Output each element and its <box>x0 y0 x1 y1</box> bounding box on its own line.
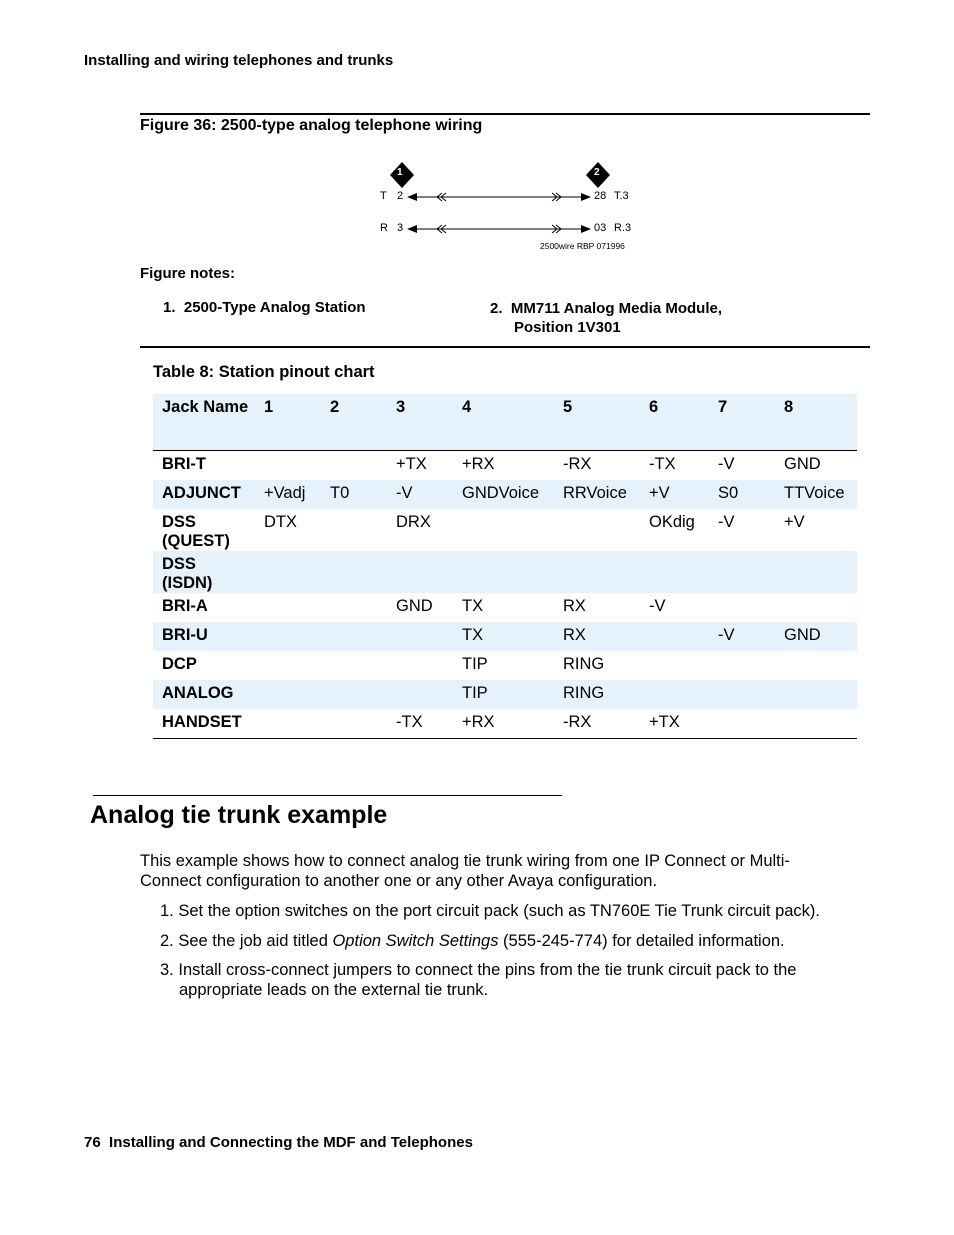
jack-name-cell: BRI-T <box>162 455 206 473</box>
pin-cell: TX <box>453 622 554 651</box>
pin-cell: S0 <box>709 480 775 509</box>
divider <box>140 113 870 115</box>
pin-cell: -V <box>649 597 666 615</box>
pin-cell: RX <box>554 622 640 651</box>
pin-cell <box>255 551 321 593</box>
column-header: 8 <box>775 394 857 451</box>
pin-cell: GND <box>784 455 821 473</box>
pin-cell: -RX <box>563 455 592 473</box>
figure-note-1: 1. 2500-Type Analog Station <box>163 299 366 316</box>
pin-cell <box>387 651 453 680</box>
pin-cell: -V <box>709 622 775 651</box>
pin-cell: T0 <box>321 480 387 509</box>
jack-name-cell: DSS (ISDN) <box>153 551 255 593</box>
pin-cell <box>554 509 640 551</box>
pin-cell <box>775 680 857 709</box>
column-header: 3 <box>387 394 453 451</box>
pin-cell: RING <box>563 655 605 673</box>
pin-cell <box>387 622 453 651</box>
pin-cell <box>775 551 857 593</box>
step-1: 1. Set the option switches on the port circuit pack (such as TN760E Tie Trunk circuit pack). <box>160 902 821 920</box>
section-rule <box>93 795 562 796</box>
pin-cell <box>321 451 387 481</box>
table-row <box>153 593 857 622</box>
station-pinout-table <box>153 394 857 739</box>
pin-label: 2 <box>397 190 404 202</box>
pin-cell: DRX <box>396 513 431 531</box>
pin-cell <box>775 651 857 680</box>
pin-cell <box>554 551 640 593</box>
column-header: 6 <box>640 394 709 451</box>
figure-note-2: 2. MM711 Analog Media Module, Position 1V301 <box>490 300 722 336</box>
pin-cell: -TX <box>387 709 453 739</box>
pin-cell <box>387 551 453 593</box>
column-header: Jack Name <box>153 394 255 451</box>
pin-cell <box>387 680 453 709</box>
pin-cell: OKdig <box>649 513 695 531</box>
pin-cell: -TX <box>649 455 676 473</box>
column-header: 5 <box>554 394 640 451</box>
pin-cell <box>321 709 387 739</box>
pin-cell <box>453 509 554 551</box>
pin-cell: TTVoice <box>775 480 857 509</box>
pin-cell: GNDVoice <box>453 480 554 509</box>
table-row <box>153 651 857 680</box>
jack-name-cell: HANDSET <box>153 709 255 739</box>
pin-cell <box>255 651 321 680</box>
pin-cell: -V <box>718 455 735 473</box>
pin-cell <box>640 551 709 593</box>
divider <box>140 346 870 348</box>
step-2: 2. See the job aid titled Option Switch Settings (555-245-774) for detailed information. <box>160 932 785 950</box>
table-row <box>153 451 857 481</box>
jack-name-cell: BRI-A <box>162 597 208 615</box>
column-header: 1 <box>255 394 321 451</box>
pin-label: 03 <box>594 222 607 234</box>
table-row <box>153 622 857 651</box>
lead-label: R <box>380 222 388 234</box>
pin-cell <box>453 551 554 593</box>
pin-cell: TX <box>462 597 484 615</box>
pin-cell: +V <box>784 513 805 531</box>
pin-cell: +RX <box>462 455 495 473</box>
jack-name-cell: ANALOG <box>153 680 255 709</box>
figure-caption: 2500wire RBP 071996 <box>540 241 625 251</box>
pin-cell <box>255 593 321 622</box>
jack-name-cell: ADJUNCT <box>153 480 255 509</box>
pin-cell: +RX <box>453 709 554 739</box>
pin-cell <box>321 680 387 709</box>
figure-title: Figure 36: 2500-type analog telephone wiring <box>140 117 483 134</box>
pin-cell: -V <box>387 480 453 509</box>
pin-cell <box>321 551 387 593</box>
pin-cell <box>709 709 775 739</box>
pin-cell <box>775 593 857 622</box>
table-row <box>153 680 857 709</box>
badge-1-label: 1 <box>397 167 403 178</box>
pin-cell <box>255 451 321 481</box>
jack-name-cell: BRI-U <box>153 622 255 651</box>
pin-cell <box>321 651 387 680</box>
page-footer: 76 Installing and Connecting the MDF and Telephones <box>84 1134 473 1151</box>
pin-cell <box>255 709 321 739</box>
pin-cell: +Vadj <box>255 480 321 509</box>
table-row <box>153 480 857 509</box>
pin-cell <box>255 680 321 709</box>
pin-cell: +V <box>640 480 709 509</box>
pin-cell: GND <box>775 622 857 651</box>
pin-cell <box>255 622 321 651</box>
pin-cell: TIP <box>462 655 488 673</box>
pin-cell <box>321 509 387 551</box>
pin-cell <box>709 593 775 622</box>
pin-cell: GND <box>396 597 433 615</box>
jack-name-cell: DSS (QUEST) <box>162 513 230 550</box>
pin-cell <box>709 651 775 680</box>
pin-cell <box>775 709 857 739</box>
step-3: 3. Install cross-connect jumpers to connect the pins from the tie trunk circuit pack to the appropriate leads on the external tie trunk. <box>160 961 797 999</box>
pin-cell: RRVoice <box>554 480 640 509</box>
pin-cell: -V <box>718 513 735 531</box>
lead-label: T <box>380 190 387 202</box>
running-header: Installing and wiring telephones and trunks <box>84 52 394 69</box>
column-header: 7 <box>709 394 775 451</box>
pin-cell <box>709 680 775 709</box>
lead-label: T.3 <box>614 190 629 202</box>
table-row <box>153 551 857 593</box>
table-row <box>153 709 857 739</box>
pin-cell <box>640 622 709 651</box>
pin-cell: TIP <box>453 680 554 709</box>
pin-cell <box>640 651 709 680</box>
column-header: 2 <box>321 394 387 451</box>
table-header-row <box>153 394 857 451</box>
pin-cell: RING <box>554 680 640 709</box>
section-heading: Analog tie trunk example <box>90 801 388 829</box>
lead-label: R.3 <box>614 222 632 234</box>
pin-cell: +TX <box>396 455 427 473</box>
column-header: 4 <box>453 394 554 451</box>
pin-cell: DTX <box>264 513 297 531</box>
figure-notes-heading: Figure notes: <box>140 265 236 282</box>
pin-label: 3 <box>397 222 404 234</box>
pin-cell <box>640 680 709 709</box>
pin-cell: -RX <box>554 709 640 739</box>
intro-paragraph: This example shows how to connect analog tie trunk wiring from one IP Connect or Multi-Connect configuration to another one or any other Avaya configuration. <box>140 852 790 890</box>
pin-cell: RX <box>563 597 586 615</box>
pin-label: 28 <box>594 190 607 202</box>
pin-cell <box>709 551 775 593</box>
pin-cell <box>321 622 387 651</box>
pin-cell <box>321 593 387 622</box>
table-title: Table 8: Station pinout chart <box>153 363 375 381</box>
jack-name-cell: DCP <box>162 655 197 673</box>
pin-cell: +TX <box>640 709 709 739</box>
table-row <box>153 509 857 551</box>
badge-2-label: 2 <box>594 167 600 178</box>
